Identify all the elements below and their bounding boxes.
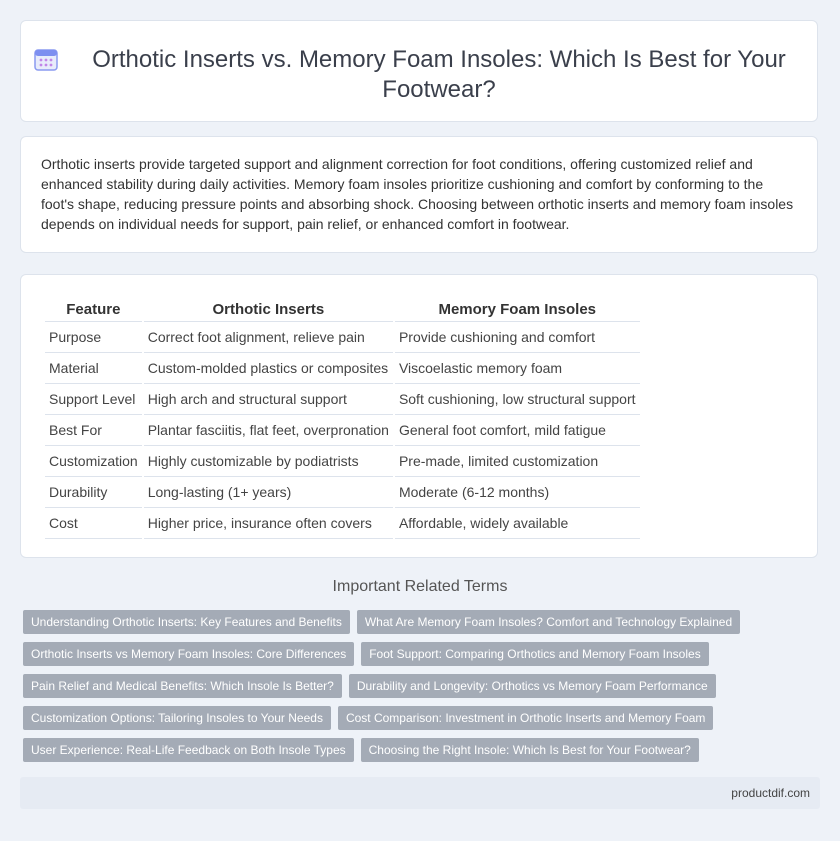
table-cell: Support Level [45, 384, 142, 415]
tag-row [23, 738, 823, 762]
header-memory-foam: Memory Foam Insoles [395, 295, 640, 322]
header-feature: Feature [45, 295, 142, 322]
table-cell: Soft cushioning, low structural support [395, 384, 640, 415]
table-row [45, 508, 640, 539]
table-cell: Cost [45, 508, 142, 539]
tag-row [23, 706, 823, 730]
related-term-link[interactable]: Choosing the Right Insole: Which Is Best for Your Footwear? [361, 738, 699, 762]
intro-card [20, 136, 818, 253]
table-row [45, 446, 640, 477]
table-row [45, 322, 640, 353]
related-term-link[interactable]: User Experience: Real-Life Feedback on Both Insole Types [23, 738, 354, 762]
table-cell: Highly customizable by podiatrists [144, 446, 393, 477]
related-terms-list [23, 610, 823, 770]
table-cell: Material [45, 353, 142, 384]
table-cell: Plantar fasciitis, flat feet, overpronation [144, 415, 393, 446]
intro-paragraph: Orthotic inserts provide targeted support and alignment correction for foot conditions, offering customized relief and enhanced stability during daily activities. Memory foam insoles prioritize cushioning and comfort by conforming to the foot's shape, reducing pressure points and absorbing shock. Choosing between orthotic inserts and memory foam insoles depends on individual needs for support, pain relief, or enhanced comfort in footwear. [41, 156, 794, 232]
table-cell: Higher price, insurance often covers [144, 508, 393, 539]
title-card [20, 20, 818, 122]
comparison-table [43, 295, 642, 539]
table-header-row [45, 295, 640, 322]
related-terms-heading: Important Related Terms [332, 578, 508, 595]
header-orthotic: Orthotic Inserts [144, 295, 393, 322]
related-term-link[interactable]: Customization Options: Tailoring Insoles to Your Needs [23, 706, 331, 730]
table-row [45, 477, 640, 508]
related-term-link[interactable]: Understanding Orthotic Inserts: Key Features and Benefits [23, 610, 350, 634]
table-cell: Purpose [45, 322, 142, 353]
related-term-link[interactable]: Cost Comparison: Investment in Orthotic Inserts and Memory Foam [338, 706, 713, 730]
table-cell: Provide cushioning and comfort [395, 322, 640, 353]
table-cell: Viscoelastic memory foam [395, 353, 640, 384]
table-cell: Durability [45, 477, 142, 508]
tag-row [23, 642, 823, 666]
table-row [45, 384, 640, 415]
table-row [45, 353, 640, 384]
table-cell: Customization [45, 446, 142, 477]
table-cell: Correct foot alignment, relieve pain [144, 322, 393, 353]
table-cell: General foot comfort, mild fatigue [395, 415, 640, 446]
footer-site-link[interactable]: productdif.com [731, 786, 810, 800]
table-cell: Long-lasting (1+ years) [144, 477, 393, 508]
table-cell: High arch and structural support [144, 384, 393, 415]
table-cell: Pre-made, limited customization [395, 446, 640, 477]
related-term-link[interactable]: Orthotic Inserts vs Memory Foam Insoles: Core Differences [23, 642, 354, 666]
table-cell: Affordable, widely available [395, 508, 640, 539]
related-term-link[interactable]: Durability and Longevity: Orthotics vs Memory Foam Performance [349, 674, 716, 698]
table-cell: Best For [45, 415, 142, 446]
related-term-link[interactable]: Foot Support: Comparing Orthotics and Memory Foam Insoles [361, 642, 708, 666]
related-term-link[interactable]: Pain Relief and Medical Benefits: Which Insole Is Better? [23, 674, 342, 698]
table-row [45, 415, 640, 446]
table-cell: Moderate (6-12 months) [395, 477, 640, 508]
page-title: Orthotic Inserts vs. Memory Foam Insoles: Which Is Best for Your Footwear? [92, 46, 786, 103]
tag-row [23, 674, 823, 698]
related-term-link[interactable]: What Are Memory Foam Insoles? Comfort and Technology Explained [357, 610, 740, 634]
comparison-card [20, 274, 818, 558]
calendar-icon [33, 46, 59, 72]
footer [20, 777, 820, 809]
tag-row [23, 610, 823, 634]
table-cell: Custom-molded plastics or composites [144, 353, 393, 384]
